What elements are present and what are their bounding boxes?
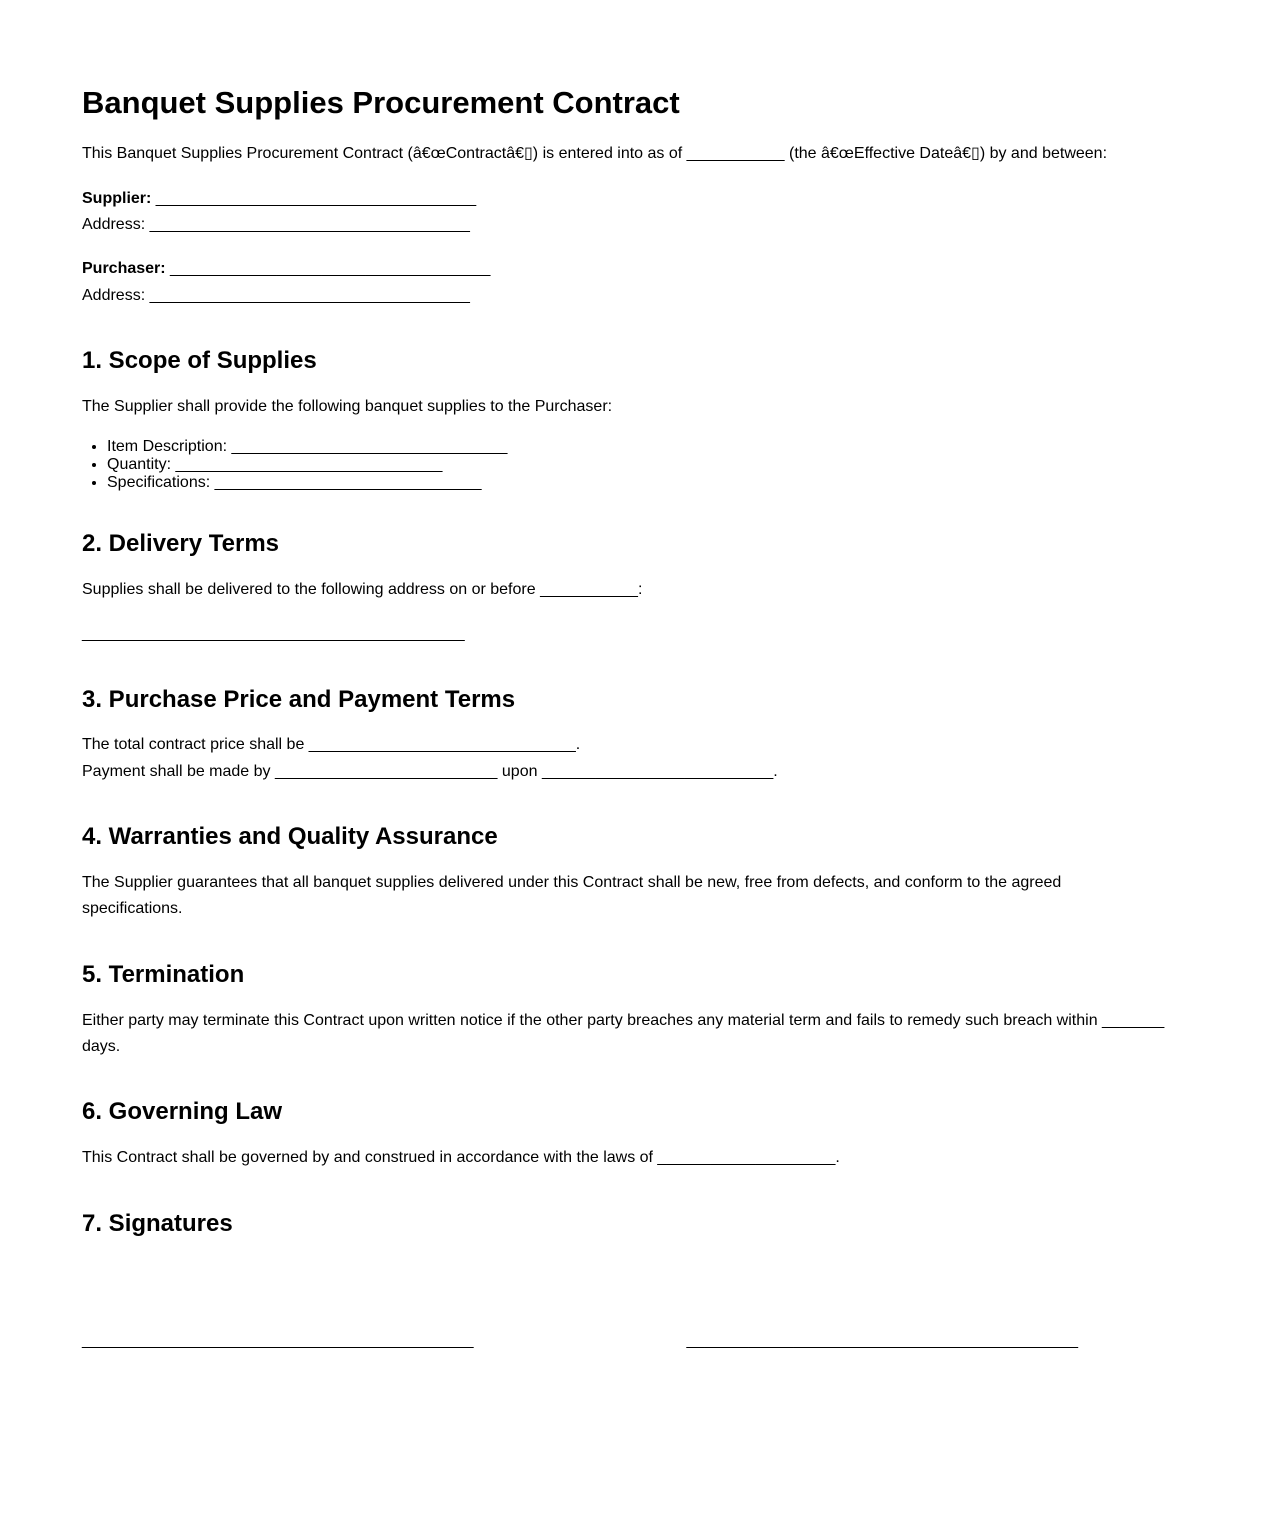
purchaser-address-label: Address: — [82, 286, 146, 304]
section-termination — [82, 961, 1165, 1061]
payment-terms-paragraph — [82, 732, 1165, 785]
scope-items-list — [82, 438, 1165, 492]
list-item-specifications: • Specifications: ______________________________ — [107, 474, 1165, 492]
purchaser-blank-line: ____________________________________ — [170, 260, 491, 278]
section-purchase-price — [82, 686, 1165, 786]
supplier-blank-line: ____________________________________ — [155, 189, 477, 207]
section-delivery-terms — [82, 530, 1165, 648]
purchaser-signature-line: ____________________________________________ — [686, 1332, 1079, 1350]
termination-body: Either party may terminate this Contract upon written notice if the other party breaches any material term and fails to remedy such breach within _______ days. — [82, 1011, 1165, 1055]
section-heading-signatures: 7. Signatures — [82, 1209, 233, 1237]
section-heading-governing-law: 6. Governing Law — [82, 1098, 283, 1126]
section-heading-scope: 1. Scope of Supplies — [82, 347, 317, 375]
supplier-address-blank-line: ____________________________________ — [149, 215, 470, 233]
section-heading-delivery: 2. Delivery Terms — [82, 530, 280, 558]
section-heading-payment: 3. Purchase Price and Payment Terms — [82, 685, 516, 713]
scope-body: The Supplier shall provide the following banquet supplies to the Purchaser: — [82, 397, 613, 415]
warranties-body: The Supplier guarantees that all banquet supplies delivered under this Contract shall be new, free from defects, and conform to the agreed specifications. — [82, 874, 1062, 918]
section-warranties — [82, 823, 1165, 923]
supplier-label: Supplier: — [82, 189, 152, 207]
supplier-address-label: Address: — [82, 215, 146, 233]
purchaser-block — [82, 256, 1165, 309]
section-signatures — [82, 1210, 1165, 1355]
intro-paragraph: This Banquet Supplies Procurement Contract (â€œContractâ€▯) is entered into as of ___________ (the â€œEffective Dateâ€▯) by and between: — [82, 145, 1108, 163]
supplier-block — [82, 186, 1165, 239]
governing-law-body: This Contract shall be governed by and construed in accordance with the laws of ____________________. — [82, 1149, 840, 1167]
delivery-address-blank-line: ___________________________________________ — [82, 625, 465, 643]
list-item-item-description: • Item Description: _______________________________ — [107, 438, 1165, 456]
delivery-body: Supplies shall be delivered to the following address on or before ___________: — [82, 580, 643, 598]
section-governing-law — [82, 1098, 1165, 1171]
section-heading-termination: 5. Termination — [82, 960, 245, 988]
purchaser-label: Purchaser: — [82, 260, 166, 278]
list-item-quantity: • Quantity: ______________________________ — [107, 456, 1165, 474]
payment-method-line: Payment shall be made by _________________________ upon __________________________. — [82, 762, 778, 780]
page-title: Banquet Supplies Procurement Contract — [82, 85, 680, 120]
supplier-signature-line: ____________________________________________ — [82, 1332, 474, 1350]
payment-price-line: The total contract price shall be ______________________________. — [82, 736, 581, 754]
section-heading-warranties: 4. Warranties and Quality Assurance — [82, 823, 498, 851]
purchaser-address-blank-line: ____________________________________ — [149, 286, 470, 304]
signature-lines-row — [82, 1328, 1165, 1354]
section-scope-of-supplies — [82, 347, 1165, 492]
